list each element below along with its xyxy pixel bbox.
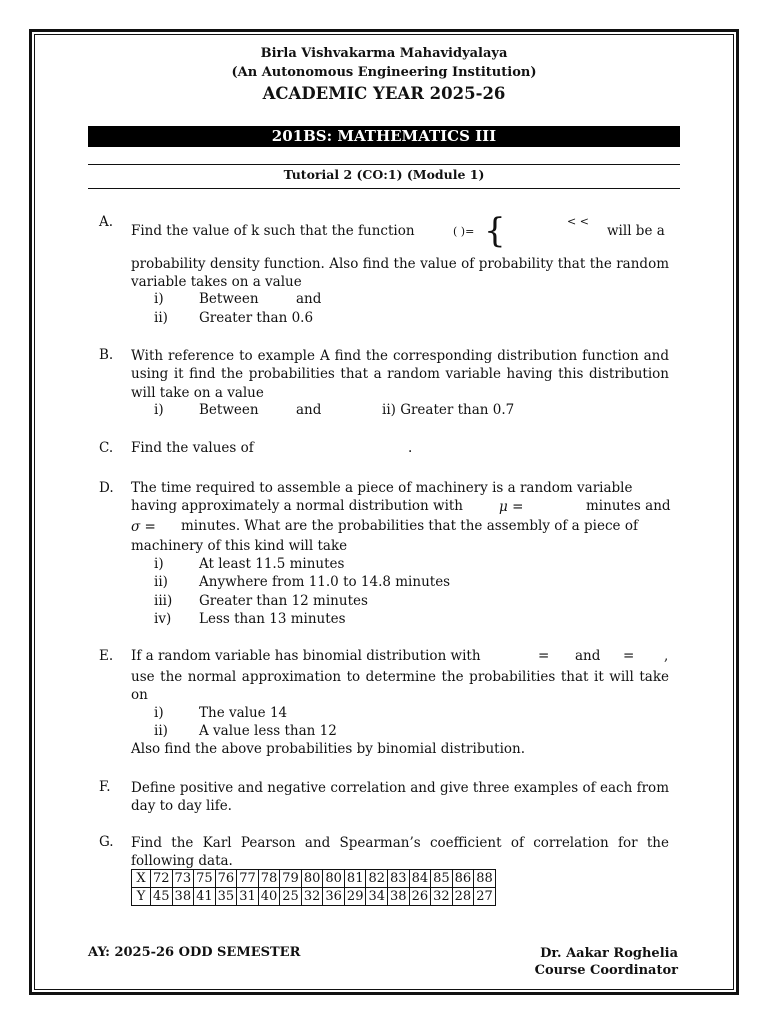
question-d-line1: The time required to assemble a piece of machinery is a random variable (131, 480, 633, 496)
question-e-text: use the normal approximation to determine the probabilities that it will take on (131, 669, 669, 704)
question-e-label: E. (99, 648, 114, 664)
question-a-item-1-and: and (296, 291, 322, 307)
question-c-dot: . (408, 440, 413, 456)
question-a-function: ( )= (453, 225, 475, 238)
table-cell: 80 (323, 870, 345, 888)
question-b-label: B. (99, 347, 114, 363)
academic-year: ACADEMIC YEAR 2025-26 (262, 84, 506, 103)
question-d-item-1-num: i) (154, 556, 164, 572)
table-cell: 85 (431, 870, 453, 888)
question-a-line1: Find the value of k such that the function (131, 223, 415, 239)
table-cell: 38 (388, 888, 410, 906)
course-title: 201BS: MATHEMATICS III (88, 126, 680, 147)
table-cell: 75 (194, 870, 216, 888)
table-cell: 82 (366, 870, 388, 888)
coordinator-name: Dr. Aakar Roghelia (540, 946, 678, 961)
question-f-text: Define positive and negative correlation and give three examples of each from day to day life. (131, 780, 669, 815)
table-label-x: X (132, 870, 151, 888)
question-d-item-3-num: iii) (154, 593, 173, 609)
table-cell: 35 (215, 888, 237, 906)
question-a-inequality: < < (567, 215, 589, 228)
institution-name: Birla Vishvakarma Mahavidyalaya (260, 46, 508, 61)
table-cell: 72 (151, 870, 173, 888)
question-d-item-1-text: At least 11.5 minutes (199, 556, 345, 572)
question-d-line4: machinery of this kind will take (131, 538, 348, 554)
question-d-label: D. (99, 480, 114, 496)
question-e-and: and (575, 648, 601, 664)
question-b-text: With reference to example A find the corresponding distribution function and using it find the probabilities that a random variable having this distribution will take on a value (131, 348, 669, 401)
question-g-text: Find the Karl Pearson and Spearman’s coefficient of correlation for the following data. (131, 835, 669, 870)
table-cell: 27 (474, 888, 496, 906)
table-cell: 38 (172, 888, 194, 906)
question-a-item-2-num: ii) (154, 310, 168, 326)
question-a-item-1-text: Between (199, 291, 259, 307)
question-e-line1: If a random variable has binomial distribution with (131, 648, 481, 664)
divider-top (88, 164, 680, 165)
question-b-item-1-num: i) (154, 402, 164, 418)
table-cell: 32 (431, 888, 453, 906)
table-cell: 41 (194, 888, 216, 906)
coordinator-role: Course Coordinator (534, 963, 678, 978)
table-cell: 40 (258, 888, 280, 906)
sigma-symbol: σ = (131, 519, 156, 535)
question-c-label: C. (99, 440, 114, 456)
table-cell: 79 (280, 870, 302, 888)
footer-semester: AY: 2025-26 ODD SEMESTER (88, 945, 301, 960)
footer-coordinator (535, 945, 678, 979)
question-e-item-2-text: A value less than 12 (199, 723, 337, 739)
question-e-eq1: = (538, 648, 550, 664)
table-cell: 86 (452, 870, 474, 888)
question-d-line2-end: minutes and (586, 498, 671, 514)
question-f-label: F. (99, 779, 111, 795)
table-cell: 81 (344, 870, 366, 888)
table-cell: 34 (366, 888, 388, 906)
question-d-item-2-num: ii) (154, 574, 168, 590)
mu-symbol: μ = (499, 499, 524, 515)
table-cell: 73 (172, 870, 194, 888)
question-d-line2: having approximately a normal distribution with (131, 498, 464, 514)
table-cell: 84 (409, 870, 431, 888)
question-e-item-1-num: i) (154, 705, 164, 721)
table-cell: 88 (474, 870, 496, 888)
question-b-item-1-text: Between (199, 402, 259, 418)
tutorial-title: Tutorial 2 (CO:1) (Module 1) (283, 167, 485, 182)
table-cell: 36 (323, 888, 345, 906)
question-a-item-2-text: Greater than 0.6 (199, 310, 314, 326)
table-label-y: Y (132, 888, 151, 906)
question-d-item-3-text: Greater than 12 minutes (199, 593, 368, 609)
question-a-item-1-num: i) (154, 291, 164, 307)
question-d-item-4-num: iv) (154, 611, 172, 627)
table-cell: 78 (258, 870, 280, 888)
question-b-item-2: ii) Greater than 0.7 (382, 402, 515, 418)
institution-subtitle: (An Autonomous Engineering Institution) (231, 65, 537, 80)
question-g-label: G. (99, 834, 114, 850)
table-cell: 32 (301, 888, 323, 906)
divider-bottom (88, 188, 680, 189)
question-b-item-1-and: and (296, 402, 322, 418)
table-cell: 25 (280, 888, 302, 906)
table-cell: 29 (344, 888, 366, 906)
question-c-text: Find the values of (131, 440, 254, 456)
table-cell: 28 (452, 888, 474, 906)
question-d-item-2-text: Anywhere from 11.0 to 14.8 minutes (199, 574, 451, 590)
piecewise-brace: { (484, 211, 506, 251)
question-a-label: A. (99, 214, 114, 230)
table-cell: 83 (388, 870, 410, 888)
table-cell: 45 (151, 888, 173, 906)
question-e-eq2: = (623, 648, 635, 664)
table-cell: 31 (237, 888, 259, 906)
table-cell: 26 (409, 888, 431, 906)
correlation-table (131, 869, 496, 906)
table-cell: 76 (215, 870, 237, 888)
question-e-also: Also find the above probabilities by binomial distribution. (131, 741, 526, 757)
table-row-x (132, 870, 496, 888)
table-cell: 80 (301, 870, 323, 888)
question-a-tail: will be a (607, 223, 665, 239)
table-row-y (132, 888, 496, 906)
question-e-item-2-num: ii) (154, 723, 168, 739)
table-cell: 77 (237, 870, 259, 888)
question-e-item-1-text: The value 14 (199, 705, 288, 721)
question-e-comma: , (664, 648, 669, 664)
question-d-item-4-text: Less than 13 minutes (199, 611, 346, 627)
question-a-text: probability density function. Also find the value of probability that the random variable takes on a value (131, 256, 669, 291)
question-d-line3: minutes. What are the probabilities that the assembly of a piece of (181, 518, 638, 534)
